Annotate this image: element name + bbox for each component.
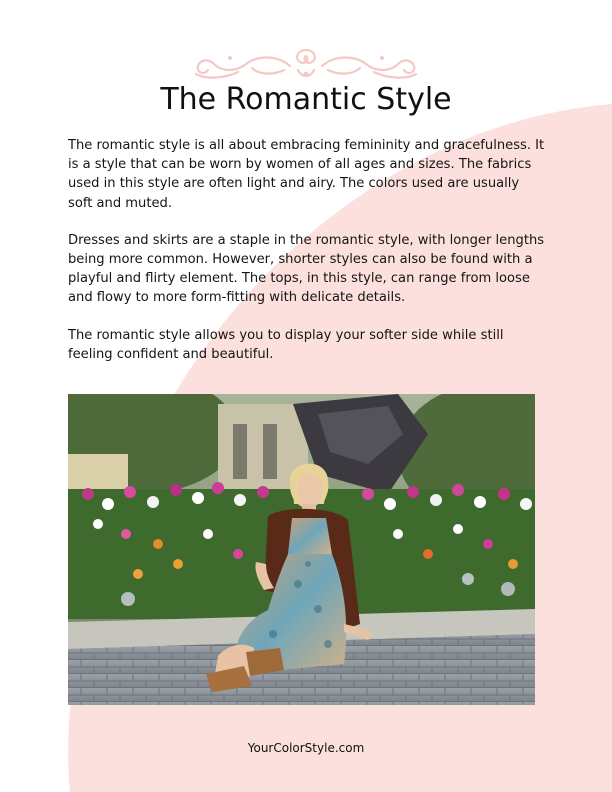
paragraph-intro: The romantic style is all about embracing femininity and gracefulness. It is a style that can be worn by women of all ages and sizes. The fabrics used in this style are often light and airy. The colors used are usually soft and muted.: [68, 138, 545, 211]
woman-sitting-by-flowerbed-photo: [68, 394, 535, 705]
paragraph-conclusion: The romantic style allows you to display your softer side while still feeling confident and beautiful.: [68, 327, 504, 362]
paragraph-dresses: Dresses and skirts are a staple in the romantic style, with longer lengths being more common. However, shorter styles can also be found with a playful and flirty element. The tops, in this style, can range from loose and flowy to more form-fitting with delicate details.: [68, 232, 545, 306]
body-text: [68, 136, 546, 382]
decorative-flourish-icon: [186, 44, 426, 82]
page-title: The Romantic Style: [160, 82, 452, 117]
footer-website: YourColorStyle.com: [247, 741, 365, 755]
